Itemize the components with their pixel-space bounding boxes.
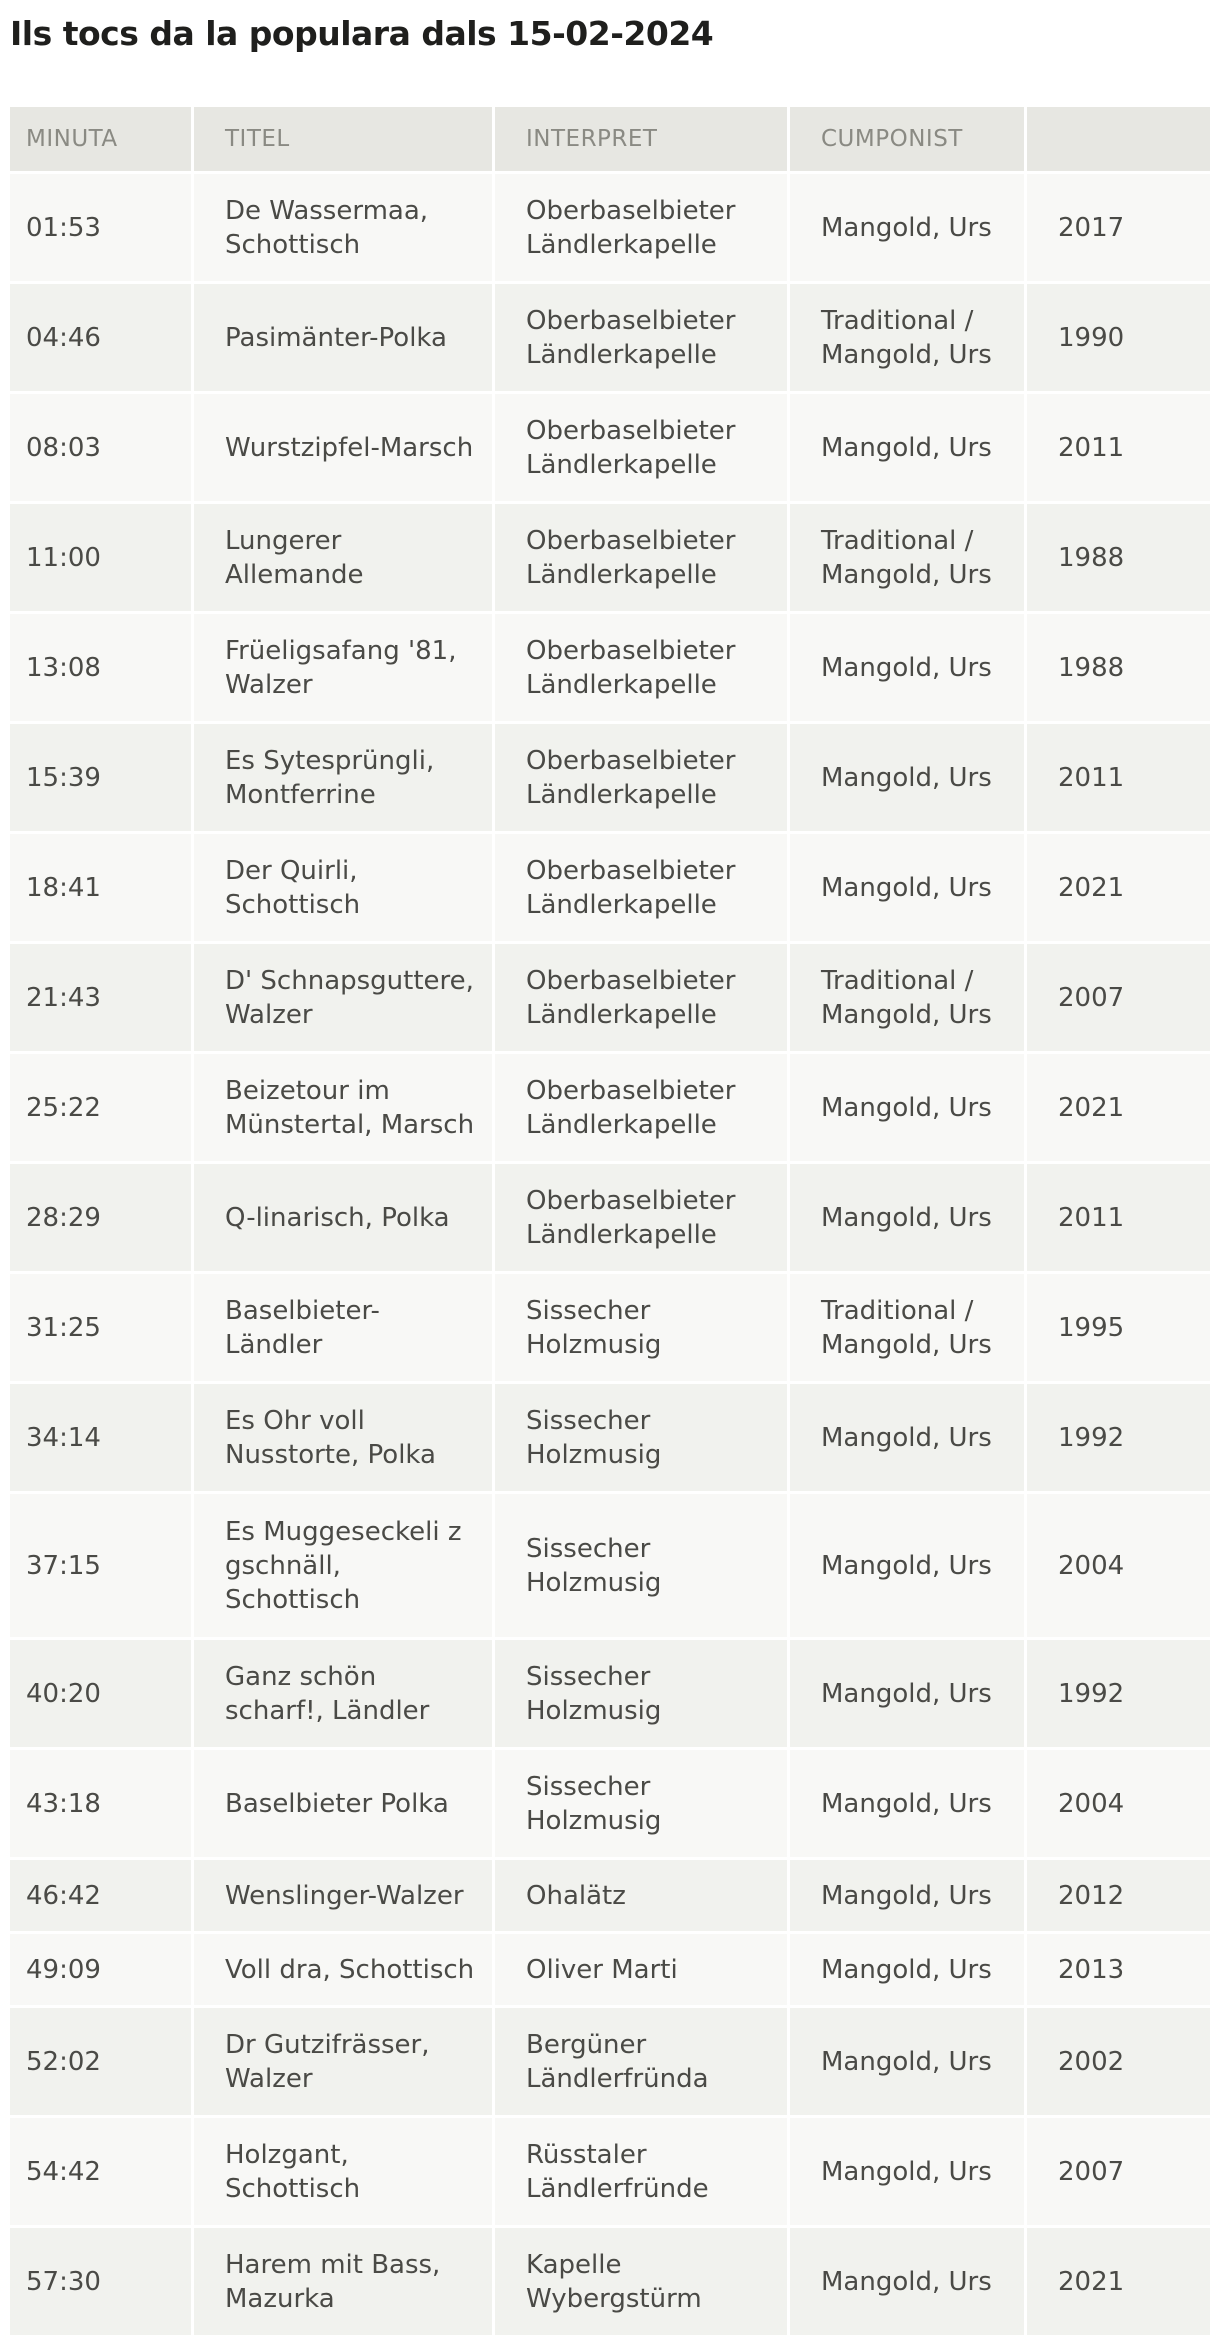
cell-interpret: Oberbaselbieter Ländlerkapelle [495, 614, 787, 721]
cell-year: 2004 [1027, 1494, 1210, 1637]
cell-year: 2011 [1027, 1164, 1210, 1271]
cell-year: 1992 [1027, 1384, 1210, 1491]
cell-titel: Voll dra, Schottisch [194, 1934, 492, 2005]
cell-cumponist: Traditional / Mangold, Urs [790, 1274, 1024, 1381]
cell-year: 2021 [1027, 1054, 1210, 1161]
table-row [10, 1164, 1210, 1271]
cell-minuta: 08:03 [10, 394, 191, 501]
cell-year: 1988 [1027, 504, 1210, 611]
cell-minuta: 43:18 [10, 1750, 191, 1857]
column-header-titel: TITEL [194, 107, 492, 171]
cell-interpret: Oberbaselbieter Ländlerkapelle [495, 724, 787, 831]
cell-interpret: Oberbaselbieter Ländlerkapelle [495, 174, 787, 281]
cell-cumponist: Mangold, Urs [790, 1494, 1024, 1637]
cell-cumponist: Traditional / Mangold, Urs [790, 944, 1024, 1051]
table-row [10, 1054, 1210, 1161]
table-row [10, 174, 1210, 281]
table-row [10, 1750, 1210, 1857]
cell-titel: Q-linarisch, Polka [194, 1164, 492, 1271]
cell-cumponist: Mangold, Urs [790, 2118, 1024, 2225]
cell-titel: D' Schnapsguttere, Walzer [194, 944, 492, 1051]
table-row [10, 2008, 1210, 2115]
cell-year: 1995 [1027, 1274, 1210, 1381]
table-row [10, 1494, 1210, 1637]
cell-year: 2004 [1027, 1750, 1210, 1857]
cell-interpret: Rüsstaler Ländlerfründe [495, 2118, 787, 2225]
cell-minuta: 25:22 [10, 1054, 191, 1161]
cell-year: 2017 [1027, 174, 1210, 281]
cell-titel: Es Sytesprüngli, Montferrine [194, 724, 492, 831]
table-row [10, 614, 1210, 721]
cell-minuta: 28:29 [10, 1164, 191, 1271]
cell-interpret: Oberbaselbieter Ländlerkapelle [495, 944, 787, 1051]
cell-minuta: 21:43 [10, 944, 191, 1051]
cell-titel: Ganz schön scharf!, Ländler [194, 1640, 492, 1747]
cell-cumponist: Mangold, Urs [790, 614, 1024, 721]
cell-interpret: Oliver Marti [495, 1934, 787, 2005]
page-title: Ils tocs da la populara dals 15-02-2024 [10, 14, 714, 53]
table-row [10, 944, 1210, 1051]
cell-cumponist: Mangold, Urs [790, 1640, 1024, 1747]
cell-minuta: 52:02 [10, 2008, 191, 2115]
cell-minuta: 18:41 [10, 834, 191, 941]
cell-interpret: Oberbaselbieter Ländlerkapelle [495, 504, 787, 611]
cell-cumponist: Mangold, Urs [790, 394, 1024, 501]
cell-year: 1992 [1027, 1640, 1210, 1747]
table-row [10, 2228, 1210, 2335]
cell-titel: Lungerer Allemande [194, 504, 492, 611]
cell-interpret: Oberbaselbieter Ländlerkapelle [495, 1054, 787, 1161]
cell-year: 2002 [1027, 2008, 1210, 2115]
cell-minuta: 49:09 [10, 1934, 191, 2005]
cell-titel: Harem mit Bass, Mazurka [194, 2228, 492, 2335]
table-body [10, 174, 1210, 2335]
cell-cumponist: Traditional / Mangold, Urs [790, 504, 1024, 611]
cell-year: 2011 [1027, 724, 1210, 831]
cell-minuta: 37:15 [10, 1494, 191, 1637]
cell-titel: Pasimänter-Polka [194, 284, 492, 391]
cell-interpret: Oberbaselbieter Ländlerkapelle [495, 284, 787, 391]
cell-minuta: 57:30 [10, 2228, 191, 2335]
table-row [10, 1384, 1210, 1491]
cell-titel: De Wassermaa, Schottisch [194, 174, 492, 281]
cell-year: 2021 [1027, 834, 1210, 941]
column-header-interpret: INTERPRET [495, 107, 787, 171]
cell-minuta: 40:20 [10, 1640, 191, 1747]
cell-minuta: 11:00 [10, 504, 191, 611]
cell-minuta: 54:42 [10, 2118, 191, 2225]
cell-titel: Baselbieter-Ländler [194, 1274, 492, 1381]
table-row [10, 1274, 1210, 1381]
cell-interpret: Oberbaselbieter Ländlerkapelle [495, 394, 787, 501]
cell-cumponist: Mangold, Urs [790, 1934, 1024, 2005]
table-row [10, 394, 1210, 501]
table-row [10, 1934, 1210, 2005]
cell-interpret: Sissecher Holzmusig [495, 1750, 787, 1857]
table-row [10, 504, 1210, 611]
cell-minuta: 04:46 [10, 284, 191, 391]
cell-cumponist: Mangold, Urs [790, 1860, 1024, 1931]
cell-year: 2021 [1027, 2228, 1210, 2335]
column-header-minuta: MINUTA [10, 107, 191, 171]
cell-cumponist: Mangold, Urs [790, 1054, 1024, 1161]
cell-interpret: Oberbaselbieter Ländlerkapelle [495, 834, 787, 941]
table-row [10, 1640, 1210, 1747]
cell-interpret: Sissecher Holzmusig [495, 1494, 787, 1637]
cell-titel: Früeligsafang '81, Walzer [194, 614, 492, 721]
cell-minuta: 46:42 [10, 1860, 191, 1931]
cell-year: 2012 [1027, 1860, 1210, 1931]
cell-titel: Wurstzipfel-Marsch [194, 394, 492, 501]
cell-interpret: Sissecher Holzmusig [495, 1384, 787, 1491]
cell-titel: Baselbieter Polka [194, 1750, 492, 1857]
table-row [10, 724, 1210, 831]
cell-cumponist: Mangold, Urs [790, 1750, 1024, 1857]
cell-interpret: Ohalätz [495, 1860, 787, 1931]
cell-titel: Dr Gutzifrässer, Walzer [194, 2008, 492, 2115]
cell-minuta: 13:08 [10, 614, 191, 721]
cell-year: 2007 [1027, 2118, 1210, 2225]
cell-year: 1988 [1027, 614, 1210, 721]
table-row [10, 284, 1210, 391]
cell-interpret: Sissecher Holzmusig [495, 1640, 787, 1747]
table-row [10, 1860, 1210, 1931]
cell-titel: Der Quirli, Schottisch [194, 834, 492, 941]
playlist-table [7, 104, 1213, 2338]
cell-interpret: Oberbaselbieter Ländlerkapelle [495, 1164, 787, 1271]
cell-year: 2007 [1027, 944, 1210, 1051]
cell-year: 1990 [1027, 284, 1210, 391]
column-header-year [1027, 107, 1210, 171]
header-row [10, 107, 1210, 171]
cell-cumponist: Mangold, Urs [790, 834, 1024, 941]
cell-minuta: 01:53 [10, 174, 191, 281]
cell-minuta: 34:14 [10, 1384, 191, 1491]
cell-year: 2013 [1027, 1934, 1210, 2005]
cell-cumponist: Mangold, Urs [790, 1164, 1024, 1271]
cell-cumponist: Mangold, Urs [790, 174, 1024, 281]
cell-titel: Es Ohr voll Nusstorte, Polka [194, 1384, 492, 1491]
cell-interpret: Sissecher Holzmusig [495, 1274, 787, 1381]
cell-cumponist: Traditional / Mangold, Urs [790, 284, 1024, 391]
table-row [10, 2118, 1210, 2225]
cell-year: 2011 [1027, 394, 1210, 501]
cell-cumponist: Mangold, Urs [790, 724, 1024, 831]
cell-minuta: 31:25 [10, 1274, 191, 1381]
cell-titel: Beizetour im Münstertal, Marsch [194, 1054, 492, 1161]
cell-cumponist: Mangold, Urs [790, 1384, 1024, 1491]
cell-cumponist: Mangold, Urs [790, 2008, 1024, 2115]
cell-titel: Wenslinger-Walzer [194, 1860, 492, 1931]
cell-minuta: 15:39 [10, 724, 191, 831]
cell-interpret: Bergüner Ländlerfründa [495, 2008, 787, 2115]
cell-titel: Holzgant, Schottisch [194, 2118, 492, 2225]
column-header-cumponist: CUMPONIST [790, 107, 1024, 171]
table-header [10, 107, 1210, 171]
table-row [10, 834, 1210, 941]
cell-cumponist: Mangold, Urs [790, 2228, 1024, 2335]
cell-interpret: Kapelle Wybergstürm [495, 2228, 787, 2335]
cell-titel: Es Muggeseckeli z gschnäll, Schottisch [194, 1494, 492, 1637]
